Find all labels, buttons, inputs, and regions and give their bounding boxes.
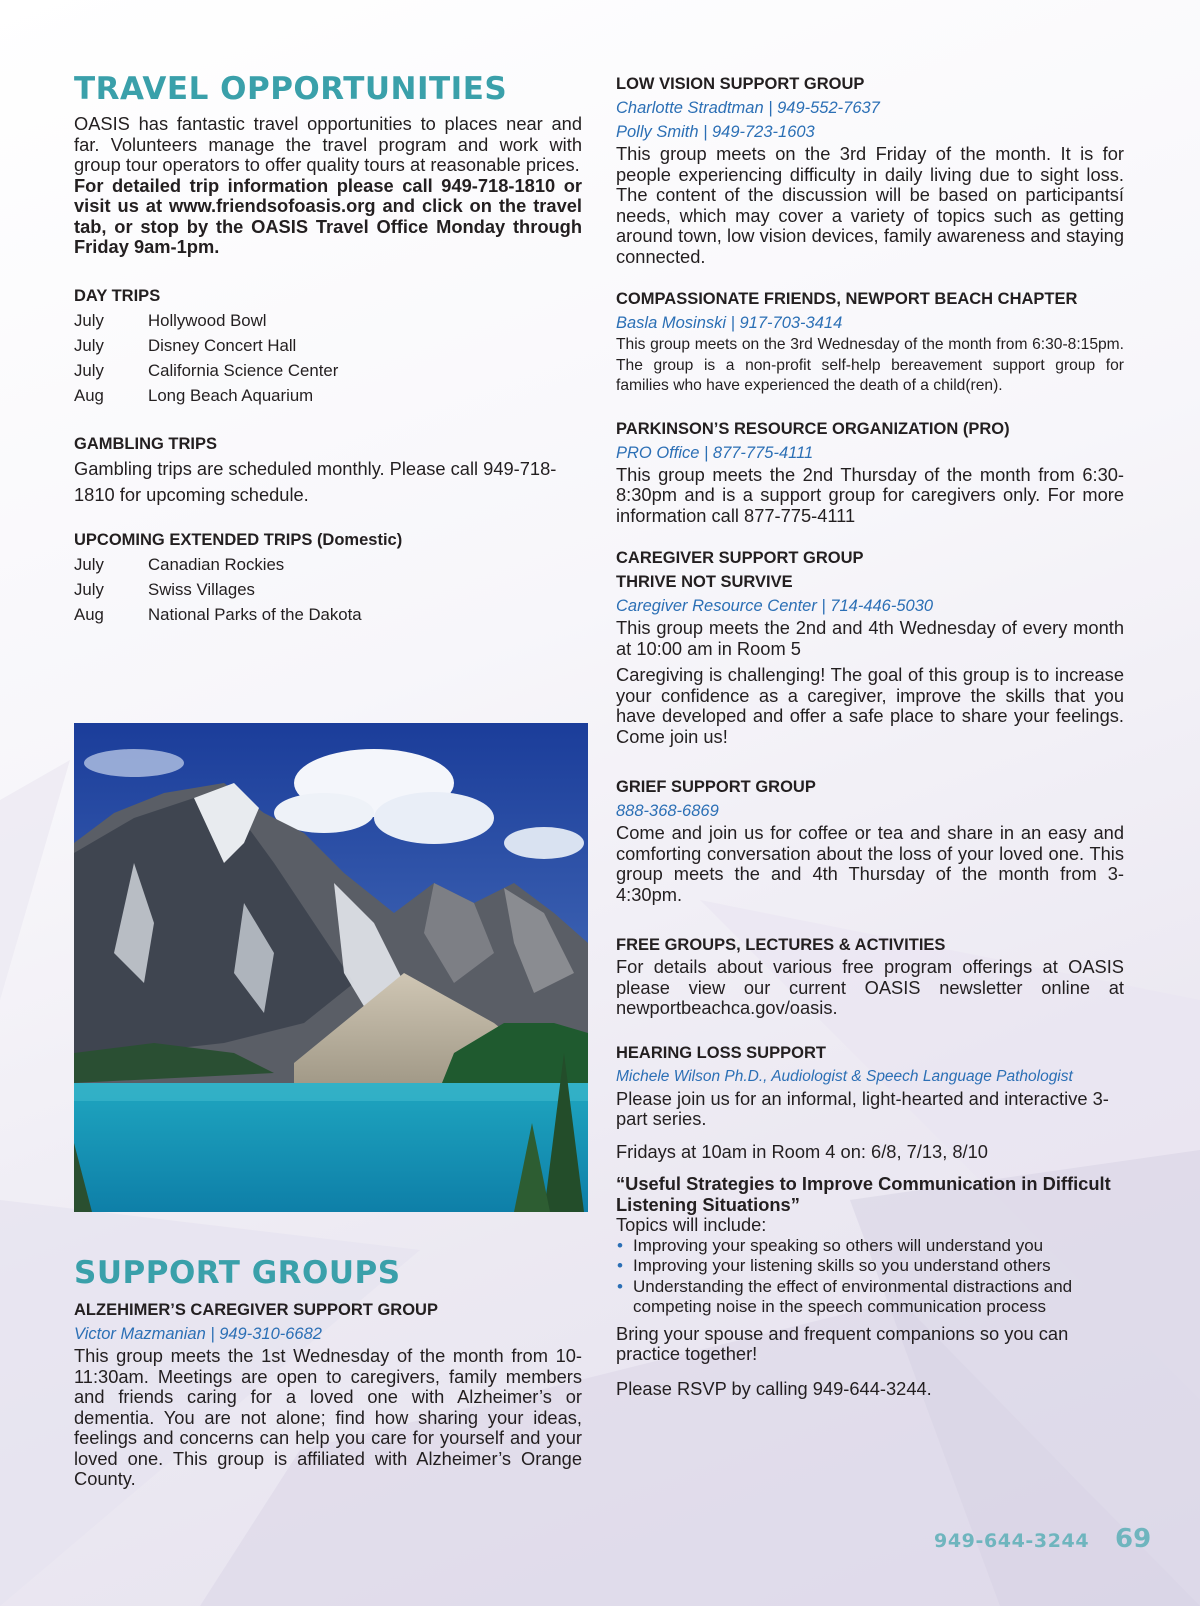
- mountain-lake-photo: [74, 723, 588, 1212]
- compassionate-heading: COMPASSIONATE FRIENDS, NEWPORT BEACH CHAPTER: [616, 290, 1078, 308]
- trip-row: [74, 552, 582, 577]
- caregiver-subheading: THRIVE NOT SURVIVE: [616, 573, 793, 591]
- hearing-text-1: Please join us for an informal, light-hearted and interactive 3-part series.: [616, 1087, 1109, 1129]
- hearing-heading: HEARING LOSS SUPPORT: [616, 1043, 826, 1062]
- footer-phone: 949-644-3244: [934, 1530, 1090, 1552]
- travel-info: For detailed trip information please call 949-718-1810 or visit us at www.friendsofoasis.org and click on the travel tab, or stop by the OASIS Travel Office Monday through Friday 9am-1pm.: [74, 174, 582, 257]
- trip-row: [74, 333, 582, 358]
- grief-contact: 888-368-6869: [616, 802, 719, 820]
- alz-contact: Victor Mazmanian | 949-310-6682: [74, 1325, 322, 1343]
- parkinson-text: This group meets the 2nd Thursday of the month from 6:30-8:30pm and is a support group for caregivers only. For more information call 877-775-4111: [616, 463, 1124, 526]
- caregiver-heading: CAREGIVER SUPPORT GROUP: [616, 549, 864, 567]
- grief-heading: GRIEF SUPPORT GROUP: [616, 778, 816, 796]
- trip-month: Aug: [74, 385, 104, 405]
- trip-place: California Science Center: [148, 360, 339, 380]
- trip-month: July: [74, 554, 104, 574]
- extended-trips-list: [74, 552, 582, 627]
- travel-intro: OASIS has fantastic travel opportunities to places near and far. Volunteers manage the travel program and work with group tour operators to offer quality tours at reasonable prices.: [74, 113, 582, 175]
- trip-place: Canadian Rockies: [148, 554, 285, 574]
- trip-month: July: [74, 310, 104, 330]
- topics-intro: Topics will include:: [616, 1214, 767, 1235]
- day-trips-list: [74, 308, 582, 408]
- trip-place: Long Beach Aquarium: [148, 385, 314, 405]
- trip-row: [74, 308, 582, 333]
- low-vision-contact-2: Polly Smith | 949-723-1603: [616, 123, 815, 141]
- trip-month: July: [74, 579, 104, 599]
- alz-heading: ALZEHIMER’S CAREGIVER SUPPORT GROUP: [74, 1301, 438, 1319]
- gambling-text: Gambling trips are scheduled monthly. Please call 949-718-1810 for upcoming schedule.: [74, 457, 557, 505]
- list-item: • Understanding the effect of environmental distractions and competing noise in the speech communication process: [616, 1277, 1124, 1318]
- trip-month: July: [74, 335, 104, 355]
- free-groups-heading: FREE GROUPS, LECTURES & ACTIVITIES: [616, 936, 946, 954]
- free-groups-text: For details about various free program offerings at OASIS please view our current OASIS newsletter online at newportbeachca.gov/oasis.: [616, 956, 1124, 1018]
- day-trips-heading: DAY TRIPS: [74, 286, 161, 305]
- topics-list: [616, 1236, 1124, 1318]
- caregiver-text-2: Caregiving is challenging! The goal of this group is to increase your confidence as a caregiver, improve the skills that you have developed and offer a safe place to share your feelings. Come join us!: [616, 664, 1124, 747]
- support-section-title: SUPPORT GROUPS: [74, 1255, 401, 1291]
- trip-row: [74, 358, 582, 383]
- trip-place: Swiss Villages: [148, 579, 255, 599]
- alz-text: This group meets the 1st Wednesday of the month from 10-11:30am. Meetings are open to caregivers, family members and friends caring for a loved one with Alzheimer’s or dementia. You are not alone; find how sharing your ideas, feelings and concerns can help you care for yourself and your loved one. This group is affiliated with Alzheimer’s Orange County.: [74, 1345, 582, 1489]
- trip-month: July: [74, 360, 104, 380]
- low-vision-heading: LOW VISION SUPPORT GROUP: [616, 75, 865, 93]
- hearing-schedule: Fridays at 10am in Room 4 on: 6/8, 7/13, 8/10: [616, 1140, 988, 1162]
- list-item: • Improving your speaking so others will understand you: [616, 1236, 1124, 1257]
- trip-place: Hollywood Bowl: [148, 310, 267, 330]
- list-item: • Improving your listening skills so you understand others: [616, 1256, 1124, 1277]
- trip-month: Aug: [74, 604, 104, 624]
- gambling-heading: GAMBLING TRIPS: [74, 434, 217, 453]
- caregiver-text-1: This group meets the 2nd and 4th Wednesday of every month at 10:00 am in Room 5: [616, 617, 1124, 659]
- hearing-series-title: “Useful Strategies to Improve Communication in Difficult Listening Situations”: [616, 1173, 1111, 1215]
- rsvp-text: Please RSVP by calling 949-644-3244.: [616, 1377, 932, 1399]
- trip-place: Disney Concert Hall: [148, 335, 297, 355]
- trip-row: [74, 602, 582, 627]
- grief-text: Come and join us for coffee or tea and share in an easy and comforting conversation about the loss of your loved one. This group meets the and 4th Thursday of the month from 3-4:30pm.: [616, 822, 1124, 905]
- compassionate-text: This group meets on the 3rd Wednesday of the month from 6:30-8:15pm. The group is a non-profit self-help bereavement support group for families who have experienced the death of a child(ren).: [616, 336, 1124, 394]
- travel-section-title: TRAVEL OPPORTUNITIES: [74, 71, 508, 107]
- low-vision-text: This group meets on the 3rd Friday of the month. It is for people experiencing difficulty in daily living due to sight loss. The content of the discussion will be based on participantsí needs, which may cover a variety of topics such as getting around town, low vision devices, family awareness and staying connected.: [616, 143, 1124, 267]
- extended-trips-heading: UPCOMING EXTENDED TRIPS (Domestic): [74, 530, 403, 549]
- caregiver-contact: Caregiver Resource Center | 714-446-5030: [616, 597, 934, 615]
- trip-place: National Parks of the Dakota: [148, 604, 362, 624]
- trip-row: [74, 577, 582, 602]
- parkinson-heading: PARKINSON’S RESOURCE ORGANIZATION (PRO): [616, 419, 1010, 438]
- hearing-text-3: Bring your spouse and frequent companions so you can practice together!: [616, 1322, 1069, 1364]
- hearing-contact: Michele Wilson Ph.D., Audiologist & Speech Language Pathologist: [616, 1067, 1073, 1085]
- page-number: 69: [1115, 1524, 1152, 1554]
- trip-row: [74, 383, 582, 408]
- compassionate-contact: Basla Mosinski | 917-703-3414: [616, 314, 843, 332]
- low-vision-contact-1: Charlotte Stradtman | 949-552-7637: [616, 99, 880, 117]
- parkinson-contact: PRO Office | 877-775-4111: [616, 443, 814, 462]
